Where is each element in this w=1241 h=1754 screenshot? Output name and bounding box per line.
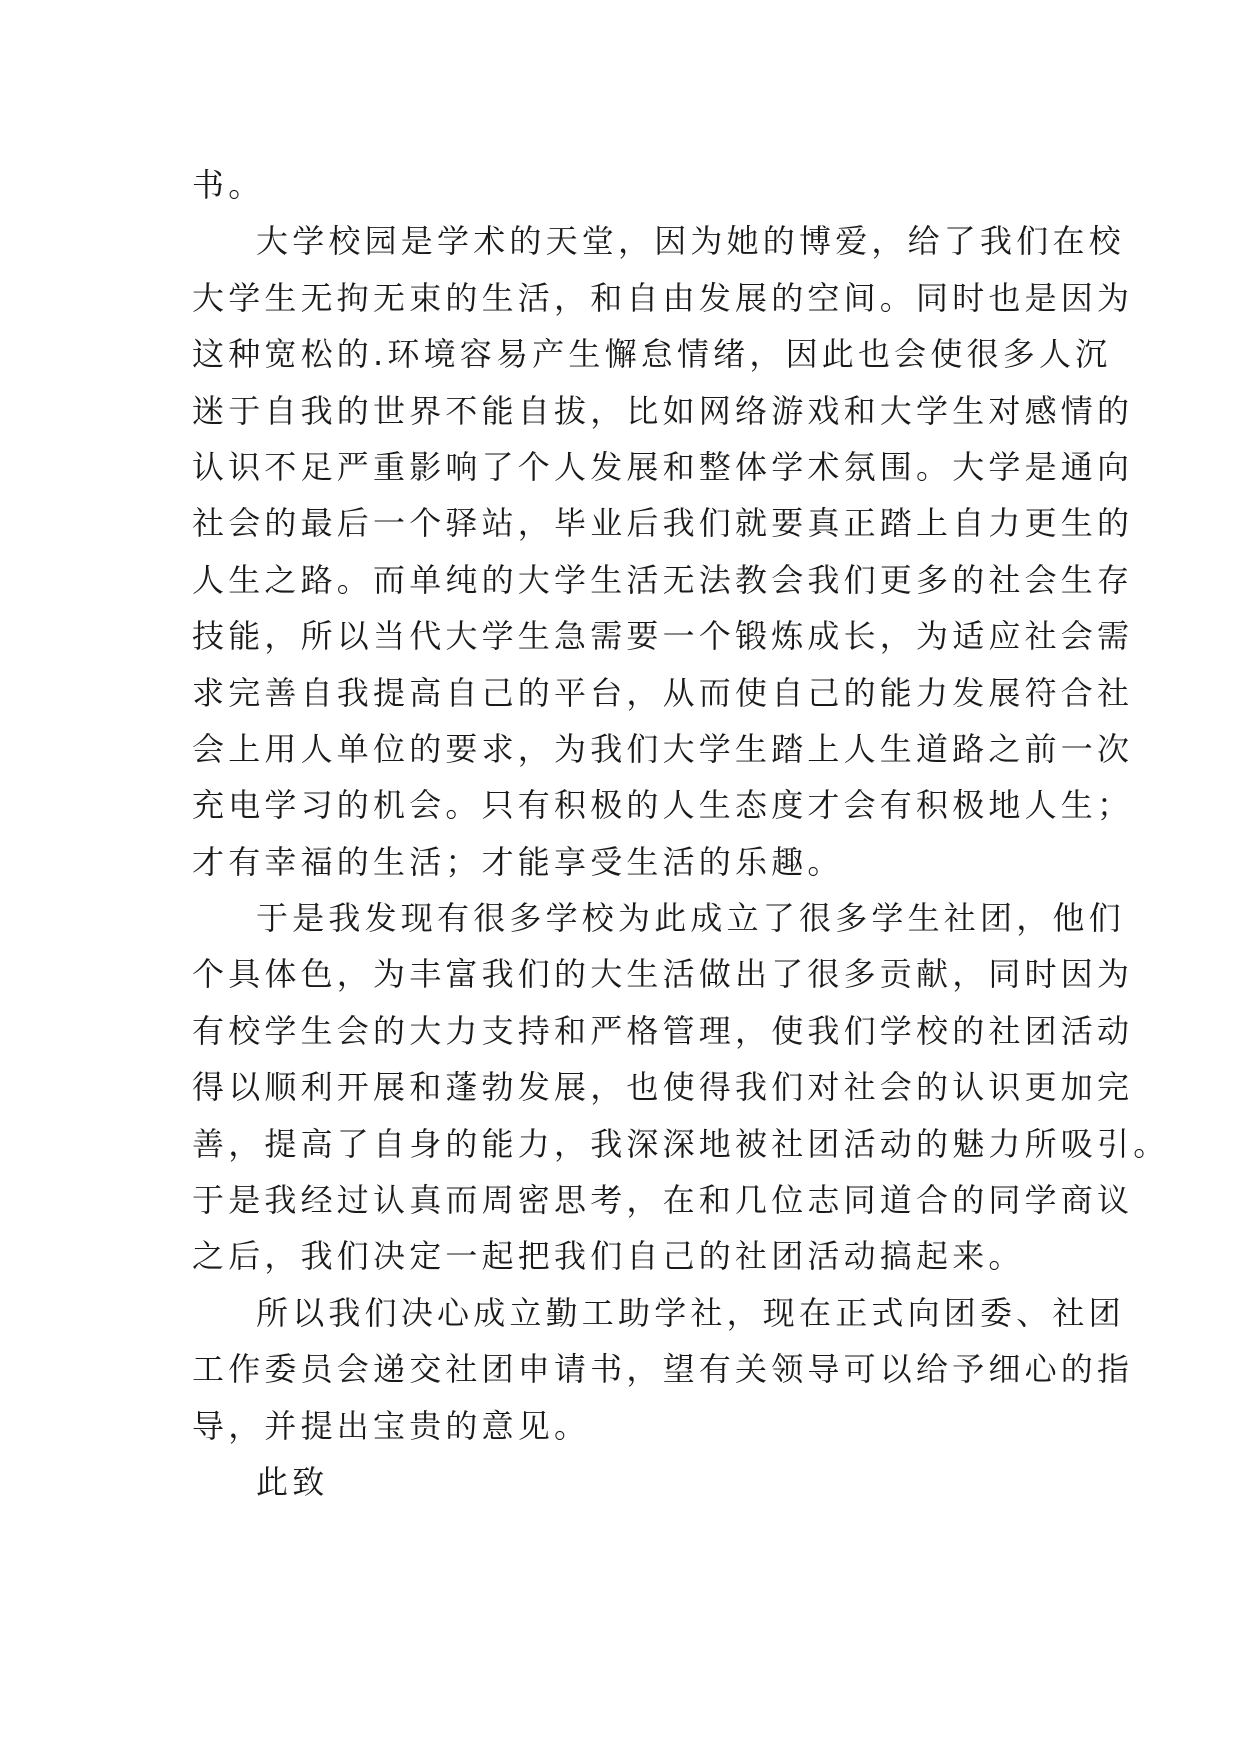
text-line: 得以顺利开展和蓬勃发展，也使得我们对社会的认识更加完 — [192, 1068, 1134, 1107]
paragraph-start-line: 于是我发现有很多学校为此成立了很多学生社团，他们 — [256, 899, 1125, 938]
paragraph-start-line: 所以我们决心成立勤工助学社，现在正式向团委、社团 — [256, 1293, 1125, 1332]
text-line: 书。 — [192, 166, 265, 204]
paragraph-start-line: 大学校园是学术的天堂，因为她的博爱，给了我们在校 — [256, 222, 1125, 261]
text-line: 之后，我们决定一起把我们自己的社团活动搞起来。 — [192, 1237, 1025, 1276]
text-line: 认识不足严重影响了个人发展和整体学术氛围。大学是通向 — [192, 447, 1134, 486]
text-line: 充电学习的机会。只有积极的人生态度才会有积极地人生； — [192, 786, 1134, 825]
text-line: 迷于自我的世界不能自拔，比如网络游戏和大学生对感情的 — [192, 391, 1134, 430]
text-line: 有校学生会的大力支持和严格管理，使我们学校的社团活动 — [192, 1011, 1134, 1050]
text-line: 社会的最后一个驿站，毕业后我们就要真正踏上自力更生的 — [192, 504, 1134, 543]
text-line: 求完善自我提高自己的平台，从而使自己的能力发展符合社 — [192, 673, 1134, 712]
text-line: 技能，所以当代大学生急需要一个锻炼成长，为适应社会需 — [192, 617, 1134, 656]
closing-salutation: 此致 — [256, 1462, 329, 1501]
text-line: 个具体色，为丰富我们的大生活做出了很多贡献，同时因为 — [192, 955, 1134, 994]
text-line: 会上用人单位的要求，为我们大学生踏上人生道路之前一次 — [192, 729, 1134, 768]
text-line: 导，并提出宝贵的意见。 — [192, 1406, 591, 1445]
document-body — [192, 157, 1170, 1510]
text-line: 人生之路。而单纯的大学生活无法教会我们更多的社会生存 — [192, 560, 1134, 599]
text-line: 大学生无拘无束的生活，和自由发展的空间。同时也是因为 — [192, 278, 1134, 317]
text-line: 这种宽松的.环境容易产生懈怠情绪，因此也会使很多人沉 — [192, 335, 1112, 374]
text-line: 于是我经过认真而周密思考，在和几位志同道合的同学商议 — [192, 1181, 1134, 1220]
text-line: 才有幸福的生活；才能享受生活的乐趣。 — [192, 842, 844, 881]
text-line: 工作委员会递交社团申请书，望有关领导可以给予细心的指 — [192, 1350, 1134, 1389]
text-line: 善，提高了自身的能力，我深深地被社团活动的魅力所吸引。 — [192, 1124, 1170, 1163]
